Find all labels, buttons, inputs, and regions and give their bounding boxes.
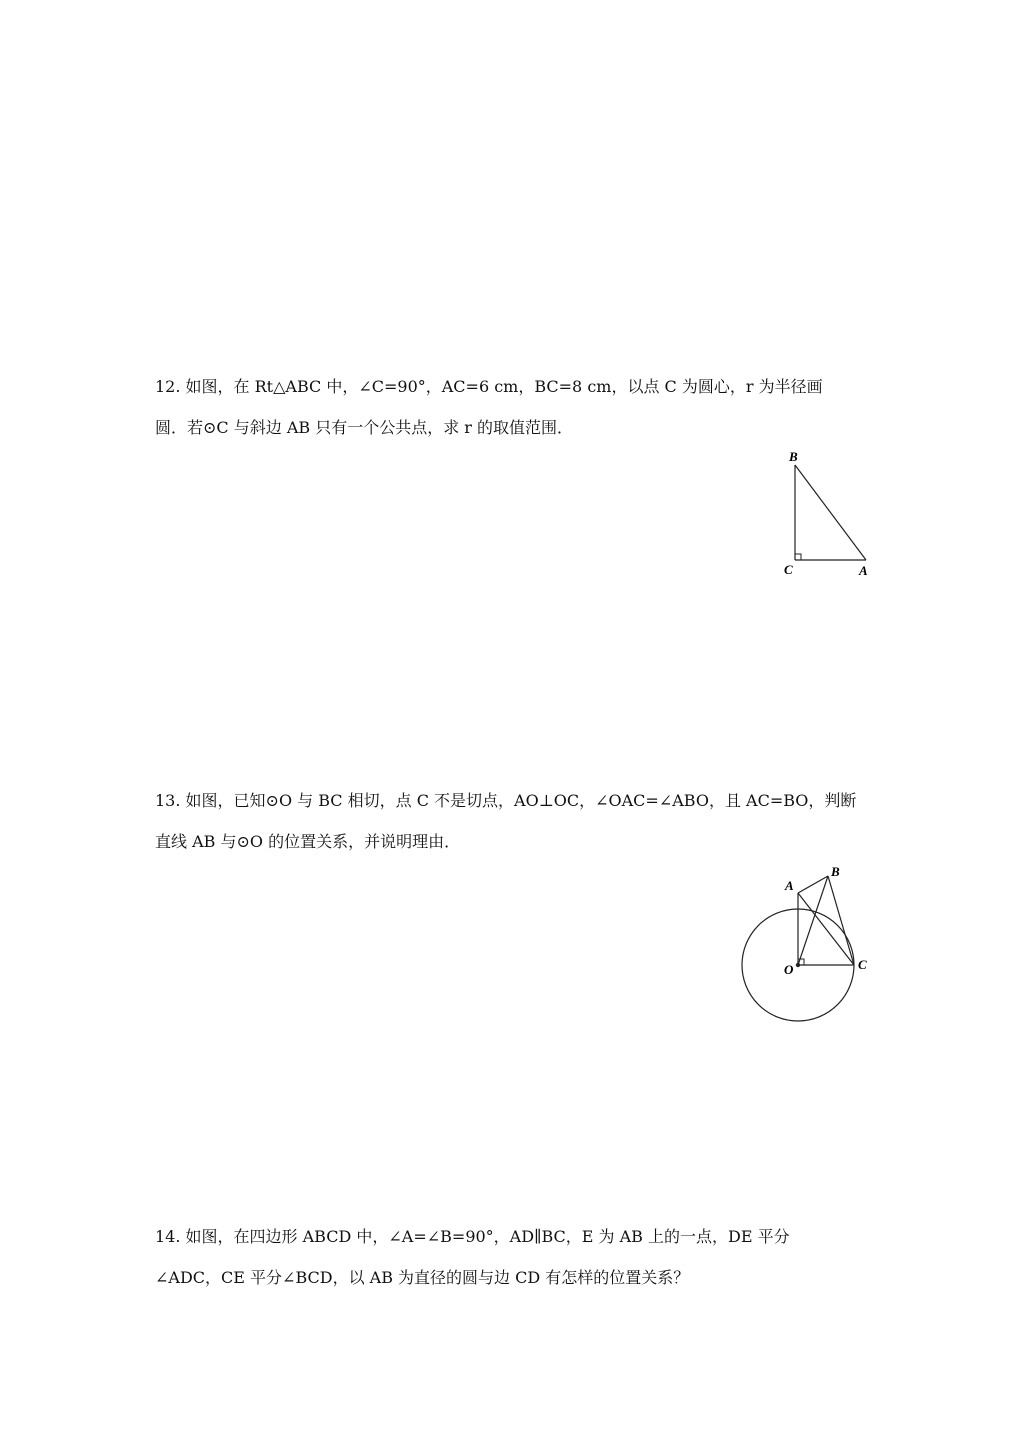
problem-14-line-1: 14. 如图，在四边形 ABCD 中，∠A=∠B=90°，AD∥BC，E 为 AB 上的一点，DE 平分 — [155, 1227, 790, 1246]
right-angle-mark — [795, 554, 801, 560]
segment-bo — [798, 876, 828, 965]
label-a: A — [859, 563, 868, 578]
label-o: O — [784, 962, 794, 977]
problem-12 — [155, 366, 870, 448]
center-point-o — [796, 963, 800, 967]
segment-ac — [798, 893, 854, 965]
problem-13-line-1: 13. 如图，已知⊙O 与 BC 相切，点 C 不是切点，AO⊥OC，∠OAC=∠ABO，且 AC=BO，判断 — [155, 791, 857, 810]
problem-12-line-1: 12. 如图，在 Rt△ABC 中，∠C=90°，AC=6 cm，BC=8 cm，以点 C 为圆心，r 为半径画 — [155, 377, 823, 396]
problem-13-circle-figure — [730, 856, 880, 1026]
label-c: C — [858, 957, 867, 972]
label-b: B — [789, 449, 798, 464]
label-c: C — [784, 562, 793, 577]
label-b: B — [831, 864, 840, 879]
problem-13 — [155, 780, 870, 862]
problem-14-line-2: ∠ADC，CE 平分∠BCD，以 AB 为直径的圆与边 CD 有怎样的位置关系？ — [155, 1268, 690, 1287]
problem-13-line-2: 直线 AB 与⊙O 的位置关系，并说明理由． — [155, 832, 461, 851]
label-a: A — [785, 878, 794, 893]
problem-12-triangle-figure — [770, 440, 880, 585]
hypotenuse-ab — [795, 465, 866, 560]
problem-12-line-2: 圆．若⊙C 与斜边 AB 只有一个公共点，求 r 的取值范围． — [155, 418, 574, 437]
problem-14 — [155, 1216, 870, 1298]
